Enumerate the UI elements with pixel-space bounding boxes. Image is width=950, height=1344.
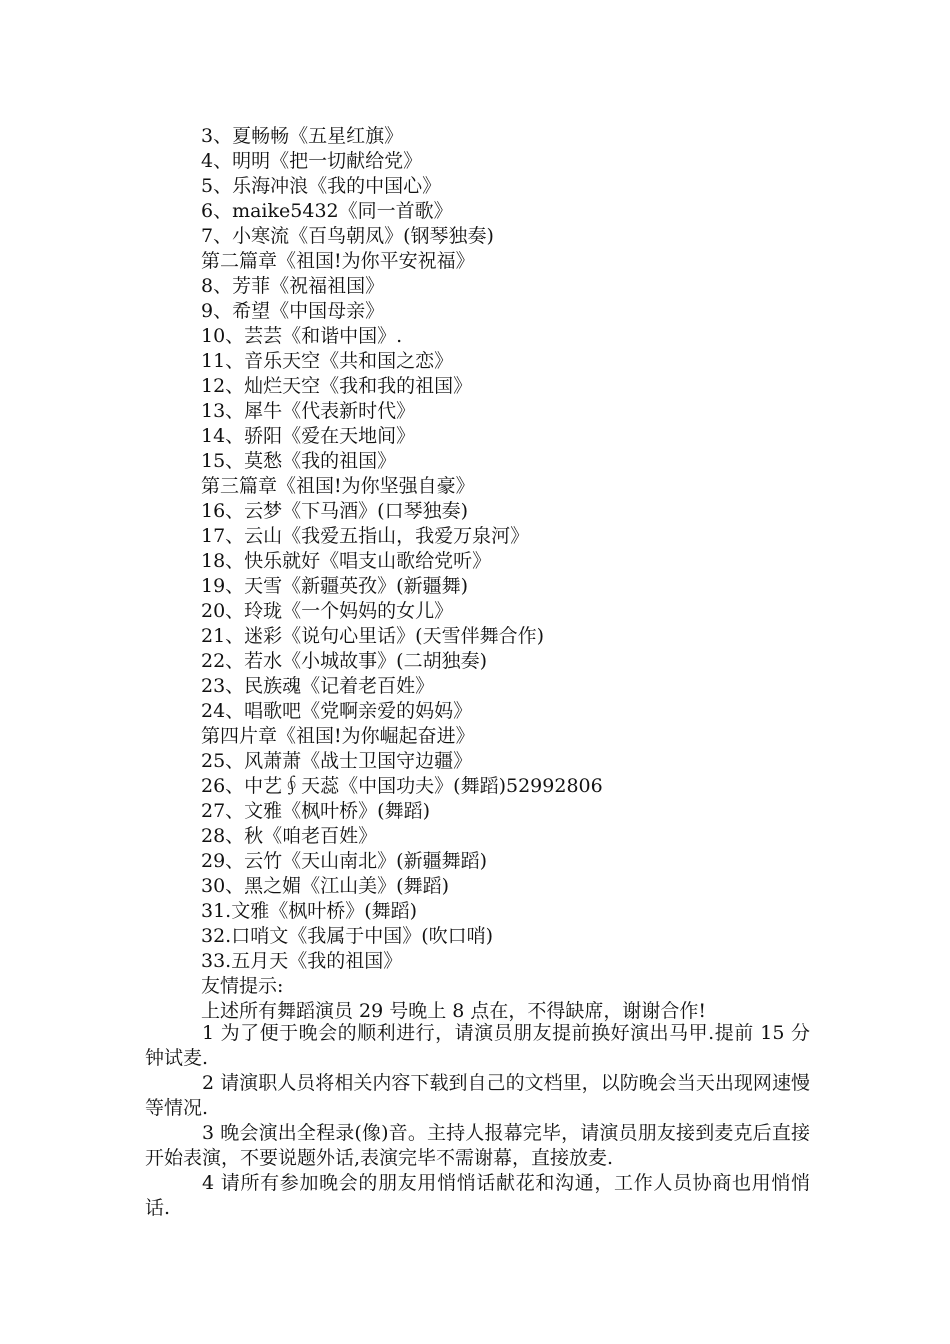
program-line: 4、明明《把一切献给党》 xyxy=(201,150,423,172)
program-line: 14、骄阳《爱在天地间》 xyxy=(201,425,416,447)
note-paragraph: 4 请所有参加晚会的朋友用悄悄话献花和沟通，工作人员协商也用悄悄话. xyxy=(145,1172,810,1219)
program-line: 20、玲珑《一个妈妈的女儿》 xyxy=(201,600,454,622)
program-line: 28、秋《咱老百姓》 xyxy=(201,825,378,847)
program-line: 上述所有舞蹈演员 29 号晚上 8 点在，不得缺席，谢谢合作! xyxy=(201,1000,707,1022)
program-line: 第三篇章《祖国!为你坚强自豪》 xyxy=(201,475,475,497)
program-line: 18、快乐就好《唱支山歌给党听》 xyxy=(201,550,492,572)
program-line: 25、风萧萧《战士卫国守边疆》 xyxy=(201,750,473,772)
program-line: 13、犀牛《代表新时代》 xyxy=(201,400,416,422)
program-line: 19、天雪《新疆英孜》(新疆舞) xyxy=(201,575,469,597)
program-line: 6、maike5432《同一首歌》 xyxy=(201,200,453,222)
program-line: 26、中艺∮天蕊《中国功夫》(舞蹈)52992806 xyxy=(201,775,603,797)
program-line: 29、云竹《天山南北》(新疆舞蹈) xyxy=(201,850,488,872)
note-paragraph: 3 晚会演出全程录(像)音。主持人报幕完毕，请演员朋友接到麦克后直接开始表演，不要说题外话,表演完毕不需谢幕，直接放麦. xyxy=(145,1122,810,1169)
program-line: 第四片章《祖国!为你崛起奋进》 xyxy=(201,725,475,747)
program-line: 友情提示: xyxy=(201,975,284,997)
program-list xyxy=(201,124,901,1024)
program-line: 15、莫愁《我的祖国》 xyxy=(201,450,397,472)
program-line: 12、灿烂天空《我和我的祖国》 xyxy=(201,375,473,397)
program-line: 17、云山《我爱五指山，我爱万泉河》 xyxy=(201,525,530,547)
program-line: 33.五月天《我的祖国》 xyxy=(201,950,403,972)
program-line: 7、小寒流《百鸟朝凤》(钢琴独奏) xyxy=(201,225,494,247)
program-line: 30、黑之媚《江山美》(舞蹈) xyxy=(201,875,450,897)
program-line: 24、唱歌吧《党啊亲爱的妈妈》 xyxy=(201,700,473,722)
program-line: 16、云梦《下马酒》(口琴独奏) xyxy=(201,500,469,522)
program-line: 31.文雅《枫叶桥》(舞蹈) xyxy=(201,900,418,922)
program-line: 21、迷彩《说句心里话》(天雪伴舞合作) xyxy=(201,625,545,647)
note-paragraph: 2 请演职人员将相关内容下载到自己的文档里，以防晚会当天出现网速慢等情况. xyxy=(145,1072,810,1119)
notes-section xyxy=(145,1021,810,1221)
program-line: 27、文雅《枫叶桥》(舞蹈) xyxy=(201,800,431,822)
program-line: 22、若水《小城故事》(二胡独奏) xyxy=(201,650,488,672)
note-paragraph: 1 为了便于晚会的顺利进行，请演员朋友提前换好演出马甲.提前 15 分钟试麦. xyxy=(145,1022,810,1069)
program-line: 5、乐海冲浪《我的中国心》 xyxy=(201,175,442,197)
program-line: 11、音乐天空《共和国之恋》 xyxy=(201,350,454,372)
program-line: 8、芳菲《祝福祖国》 xyxy=(201,275,385,297)
program-line: 32.口哨文《我属于中国》(吹口哨) xyxy=(201,925,494,947)
program-line: 23、民族魂《记着老百姓》 xyxy=(201,675,435,697)
program-line: 9、希望《中国母亲》 xyxy=(201,300,385,322)
program-line: 第二篇章《祖国!为你平安祝福》 xyxy=(201,250,475,272)
program-line: 10、芸芸《和谐中国》. xyxy=(201,325,403,347)
program-line: 3、夏畅畅《五星红旗》 xyxy=(201,125,404,147)
